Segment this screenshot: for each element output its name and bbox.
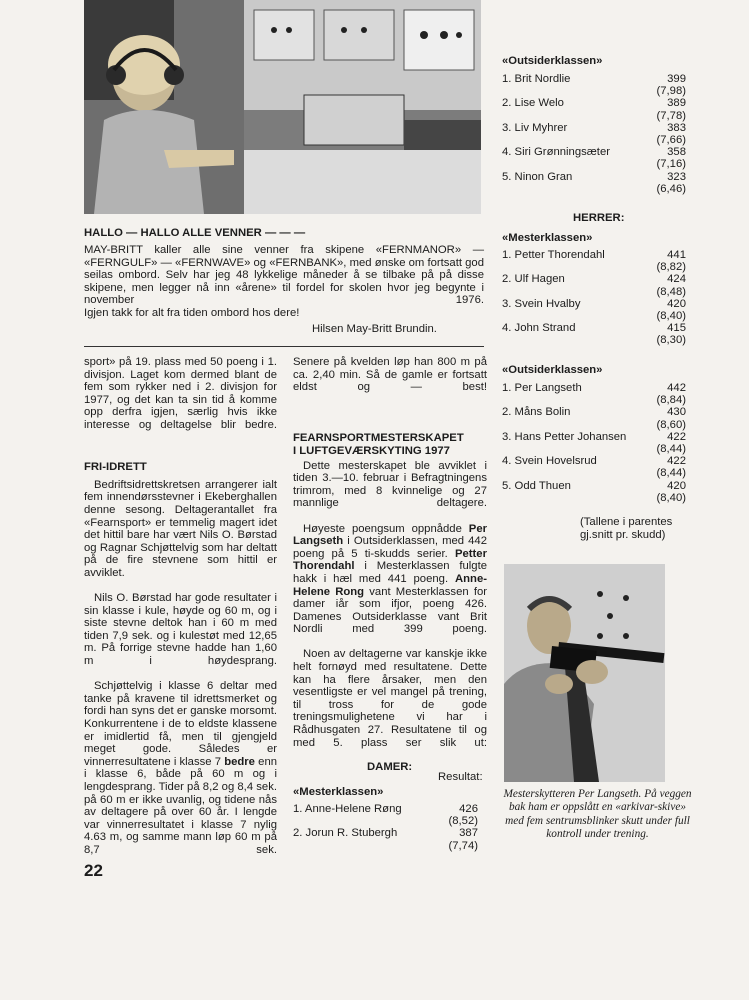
damer-outsider-list [502,73,686,195]
result-row [502,97,686,121]
result-name: 3. Liv Myhrer [502,121,568,134]
result-name: 1. Anne-Helene Røng [293,803,402,815]
result-score: 422 [667,455,686,468]
col1-p3-bold: bedre [224,755,255,768]
result-average: (8,30) [656,334,686,347]
mesterskap-heading-2: I LUFTGEVÆRSKYTING 1977 [293,444,450,457]
top-article-body: MAY-BRITT kaller alle sine venner fra skipene «FERNMANOR» — «FERNGULF» — «FERNWAVE» og «FERNBANK», med ønske om fortsatt god seilas ombord. Selv har jeg 48 lykkelige måneder å se tilbake på på disse skipene, men legger nå inn «årene» til fordel for skolen hvor jeg begynte i november 1976. [84,244,484,307]
result-name: 4. Svein Hovelsrud [502,455,597,468]
column-1 [84,356,277,869]
result-average: (8,48) [656,285,686,298]
top-article-closing: Igjen takk for alt fra tiden ombord hos dere! [84,307,300,319]
result-score: 415 [667,322,686,335]
col1-intro: sport» på 19. plass med 50 poeng i 1. divisjon. Laget kom dermed blant de fem som rykker ned i 2. divisjon for 1977, og det kan ta sin tid å komme opp derfra igjen, særlig hvis ikke interesse og deltagelse blir bedre. [84,356,277,431]
result-row [502,273,686,297]
result-name: 1. Per Langseth [502,382,582,394]
result-average: (8,40) [656,310,686,323]
col2-p3: Noen av deltagerne var kanskje ikke helt fornøyd med resultatene. Dette kan ha flere årsaker, men den vesentligste er vel mangel på trening, til tross for de gode treningsmulighetene vi har i Rådhusgaten 27. Resultatene til og med 5. plass ser slik ut: [293,648,487,749]
result-score: 420 [667,297,686,310]
result-score: 358 [667,146,686,159]
shooter-photo [504,564,665,782]
result-name: 5. Ninon Gran [502,170,573,183]
herrer-mester-list [502,249,686,347]
result-name: 2. Ulf Hagen [502,273,565,286]
result-row [293,827,478,851]
result-average: (8,52) [448,815,478,828]
result-average: (8,60) [656,418,686,431]
result-score: 442 [667,382,686,394]
result-score: 426 [459,803,478,815]
result-average: (7,74) [448,839,478,852]
result-score: 422 [667,430,686,443]
result-name: 1. Brit Nordlie [502,73,571,85]
result-score: 441 [667,249,686,261]
result-row [502,171,686,195]
result-average: (8,84) [656,394,686,407]
result-name: 3. Svein Hvalby [502,297,581,310]
radio-room-photo [84,0,481,214]
damer-mester-label: «Mesterklassen» [293,786,384,798]
winner-anne-helene-rong: Anne-Helene Rong [293,572,488,598]
result-average: (7,16) [656,158,686,171]
winner-petter-thorendahl: Petter Thorendahl [293,547,487,573]
col2-p2-c: i Outsiderklassen, med 442 poeng på 5 ti-skudds serier. [293,535,487,560]
winner-per-langseth: Per Langseth [293,522,488,548]
result-row [502,249,686,273]
result-name: 2. Lise Welo [502,97,564,110]
col1-p2: Nils O. Børstad har gode resultater i sin klasse i kule, høyde og 60 m, og i siste stevne deltok han i 60 m med tiden 7,9 sek. og i kulestøt med 12,65 m. På forrige stevne hadde han 1,60 m i høydesprang. [84,592,277,668]
resultat-label: Resultat: [438,771,483,783]
result-score: 387 [459,827,478,840]
top-article-heading: HALLO — HALLO ALLE VENNER — — — [84,227,306,239]
result-name: 2. Jorun R. Stubergh [293,827,398,840]
result-name: 2. Måns Bolin [502,406,571,419]
mesterskap-heading-1: FEARNSPORTMESTERSKAPET [293,432,464,445]
result-name: 4. Siri Grønningsæter [502,146,610,159]
damer-mester-list [293,803,478,852]
result-row [502,73,686,97]
result-row [502,480,686,504]
result-score: 399 [667,73,686,85]
result-row [502,406,686,430]
col2-p2 [293,523,487,649]
result-name: 3. Hans Petter Johansen [502,430,627,443]
col2-p1: Dette mesterskapet ble avviklet i tiden 3.—10. februar i Befragtningens trimrom, med 8 kvinnelige og 27 mannlige deltagere. [293,459,487,510]
result-row [502,455,686,479]
result-name: 5. Odd Thuen [502,479,571,492]
fri-idrett-heading: FRI-IDRETT [84,461,147,474]
herrer-outsider-label: «Outsiderklassen» [502,364,603,376]
result-score: 383 [667,121,686,134]
result-row [502,298,686,322]
result-name: 1. Petter Thorendahl [502,249,605,261]
result-average: (7,66) [656,134,686,147]
result-row [502,146,686,170]
photo-caption: Mesterskytteren Per Langseth. På veggen bak ham er oppslått en «arkivar-skive» med fem sentrumsblinker skutt under full kontroll under trening. [503,788,692,841]
result-average: (7,78) [656,109,686,122]
herrer-outsider-list [502,382,686,504]
result-score: 424 [667,273,686,286]
result-row [502,122,686,146]
col1-p3 [84,680,277,869]
damer-outsider-label: «Outsiderklassen» [502,55,603,67]
col2-p2-a: Høyeste poengsum oppnådde [303,522,462,535]
column-2 [293,356,487,762]
note-line-1: (Tallene i parentes [580,516,673,528]
page-number: 22 [84,861,103,880]
damer-heading: DAMER: [367,761,413,773]
result-average: (7,98) [656,85,686,98]
herrer-mester-label: «Mesterklassen» [502,232,593,244]
article-divider [84,346,484,347]
result-name: 4. John Strand [502,322,576,335]
result-average: (8,44) [656,467,686,480]
col1-p3-b: enn i klasse 6, både på 60 m og i lengdesprang. Tider på 8,2 og 8,4 sek. på 60 m er ikke uvanlig, og tidene nås av deltagere på over 60 år. I lengde var vinnerresultatet i klasse 7 nylig 4.63 m, og samme mann løp 60 m på 8,7 sek. [84,755,278,856]
result-average: (8,40) [656,491,686,504]
top-article-signature: Hilsen May-Britt Brundin. [312,323,437,335]
result-row [502,382,686,406]
result-score: 323 [667,170,686,183]
result-average: (8,44) [656,443,686,456]
result-score: 420 [667,479,686,492]
herrer-heading: HERRER: [573,212,625,224]
result-row [502,431,686,455]
col2-p2-e: vant Mesterklassen for damer iår som ifjor, poeng 426. Damenes Outsiderklasse vant Brit Nordli med 399 poeng. [293,585,488,636]
col2-intro: Senere på kvelden løp han 800 m på ca. 2,40 min. Så de gamle er fortsatt eldst og — best! [293,356,487,394]
result-score: 389 [667,97,686,110]
result-score: 430 [667,406,686,419]
result-row [293,803,478,827]
col1-p3-a: Schjøttelvig i klasse 6 deltar med tanke på kravene til idrettsmerket og fordi han syns det er ganske morsomt. Konkurrentene i de to eldste klassene er imidlertid få, men til gjengjeld meget gode. Således er vinnerresultatene i klasse 7 [84,680,277,768]
result-row [502,322,686,346]
col2-p2-d: i Mesterklassen fulgte hakk i hæl med 441 poeng. [293,560,487,585]
note-line-2: gj.snitt pr. skudd) [580,529,666,541]
result-average: (8,82) [656,261,686,274]
result-average: (6,46) [656,182,686,195]
col1-p1: Bedriftsidrettskretsen arrangerer ialt fem innendørsstevner i Ekeberghallen denne sesong. Deltagerantallet fra «Fearnsport» er temmelig magert idet det hittil bare har vært Nils O. Børstad og Ragnar Schjøttelvig som har deltatt på de fire stevnene som hittil er avviklet. [84,478,277,579]
